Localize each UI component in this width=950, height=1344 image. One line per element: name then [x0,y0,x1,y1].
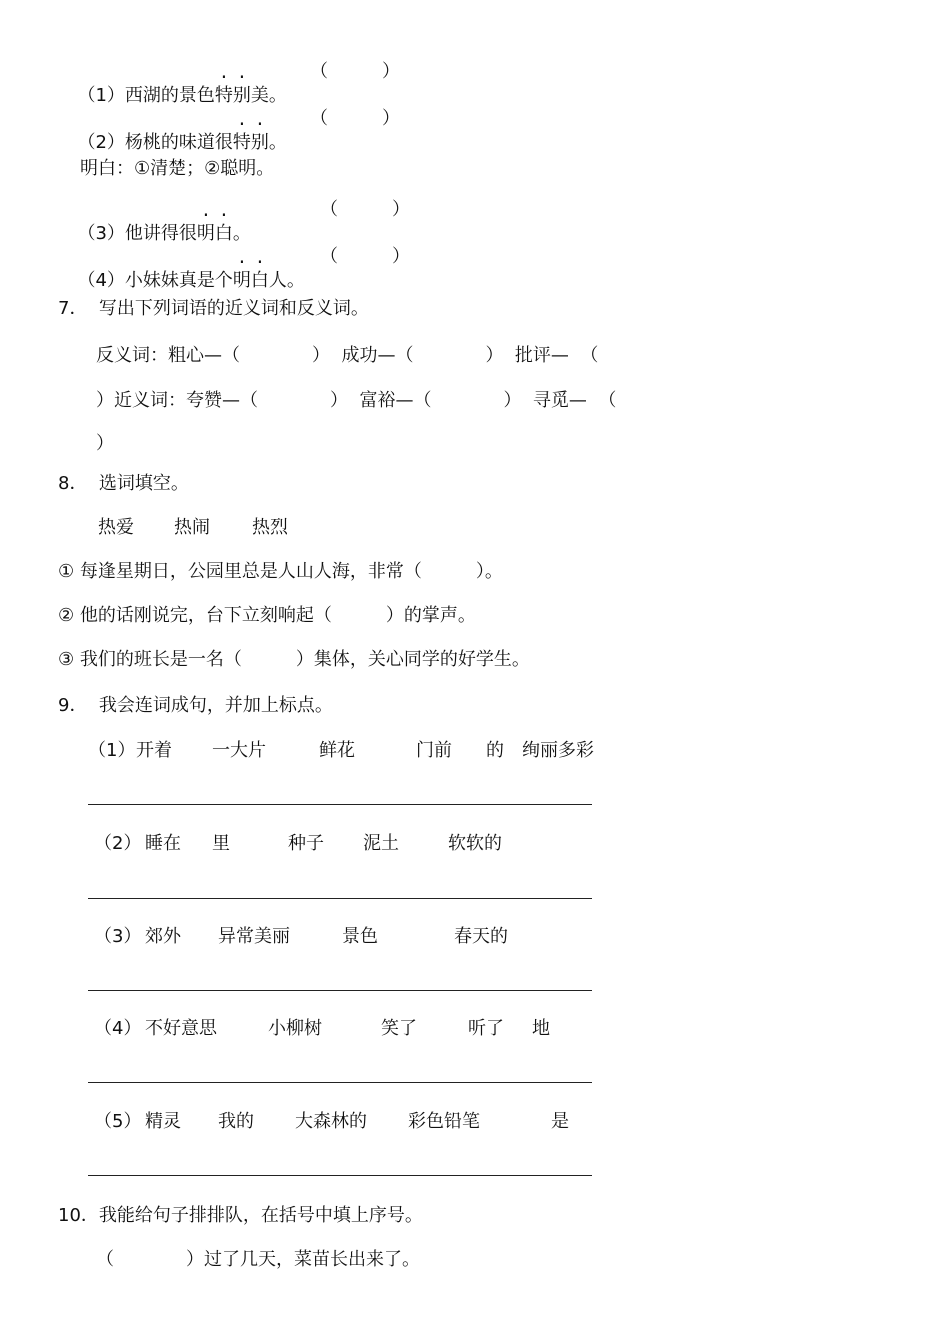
q6-definition: 明白：①清楚；②聪明。 [80,158,275,179]
q6-item-3 [66,198,251,246]
word-tile: 异常美丽 [218,926,290,947]
q6-item-4-text: （4）小妹妹真是个 [77,270,233,291]
word-tile: 睡在 [145,833,181,854]
emphasis-char: 特 [232,132,251,153]
emphasis-char: 别 [250,132,269,153]
word-tile: 是 [551,1111,569,1132]
word-tile: 软软的 [448,833,502,854]
q6-item-3-end: 。 [232,223,251,244]
q6-item-1-end: 美。 [250,85,287,106]
emphasis-char: 别 [232,85,251,106]
answer-paren[interactable]: （ ） [310,108,400,129]
q10-heading: 10．我能给句子排排队，在括号中填上序号。 [58,1205,423,1226]
answer-line[interactable] [88,1175,592,1176]
q9-heading: 9． 我会连词成句，并加上标点。 [58,695,333,716]
word-tile: 种子 [288,833,324,854]
q8-sentence-1[interactable]: ① 每逢星期日，公园里总是人山人海，非常（ ）。 [58,561,503,582]
q6-item-1-text: （1）西湖的景色 [77,85,215,106]
word-tile: 绚丽多彩 [522,740,594,761]
word-tile: 听了 [468,1018,504,1039]
q8-option-1: 热爱 [98,517,134,538]
answer-line[interactable] [88,898,592,899]
answer-paren[interactable]: （ ） [320,246,410,267]
q8-heading: 8． 选词填空。 [58,473,189,494]
word-tile: 小柳树 [268,1018,322,1039]
word-tile: 开着 [136,740,172,761]
word-tile: 的 [486,740,504,761]
q9-row-5-num: （5） [94,1111,142,1132]
word-tile: 春天的 [454,926,508,947]
word-tile: 泥土 [363,833,399,854]
emphasis-char: 特 [214,85,233,106]
emphasis-char: 白 [250,270,269,291]
q9-row-2-num: （2） [94,833,142,854]
q6-item-4-end: 人。 [268,270,305,291]
q7-line-1[interactable]: 反义词：粗心—（ ） 成功—（ ） 批评— （ [96,345,599,366]
word-tile: 一大片 [212,740,266,761]
q6-item-3-text: （3）他讲得很 [77,223,197,244]
q6-item-2 [66,107,287,155]
q8-sentence-3[interactable]: ③ 我们的班长是一名（ ）集体，关心同学的好学生。 [58,649,530,670]
q9-row-4-num: （4） [94,1018,142,1039]
answer-paren[interactable]: （ ） [320,199,410,220]
word-tile: 里 [212,833,230,854]
q9-row-3-num: （3） [94,926,142,947]
word-tile: 鲜花 [319,740,355,761]
q7-line-3: ） [96,433,114,454]
q6-item-2-end: 。 [268,132,287,153]
answer-paren[interactable]: （ ） [310,61,400,82]
q6-item-4 [66,245,305,293]
q6-item-1 [66,60,287,108]
word-tile: 笑了 [381,1018,417,1039]
emphasis-char: 白 [214,223,233,244]
answer-line[interactable] [88,990,592,991]
word-tile: 大森林的 [295,1111,367,1132]
emphasis-char: 明 [196,223,215,244]
q8-option-2: 热闹 [174,517,210,538]
word-tile: 地 [532,1018,550,1039]
word-tile: 彩色铅笔 [408,1111,480,1132]
answer-line[interactable] [88,804,592,805]
word-tile: 我的 [218,1111,254,1132]
word-tile: 精灵 [145,1111,181,1132]
answer-line[interactable] [88,1082,592,1083]
word-tile: 不好意思 [145,1018,217,1039]
q8-option-3: 热烈 [252,517,288,538]
q7-heading: 7． 写出下列词语的近义词和反义词。 [58,298,369,319]
word-tile: 景色 [342,926,378,947]
word-tile: 门前 [416,740,452,761]
q7-line-2[interactable]: ）近义词：夸赞—（ ） 富裕—（ ） 寻觅— （ [96,390,617,411]
emphasis-char: 明 [232,270,251,291]
q8-sentence-2[interactable]: ② 他的话刚说完，台下立刻响起（ ）的掌声。 [58,605,476,626]
word-tile: 郊外 [145,926,181,947]
q9-row-1-num: （1） [88,740,136,761]
q6-item-2-text: （2）杨桃的味道很 [77,132,233,153]
q10-sentence-1[interactable]: （ ）过了几天，菜苗长出来了。 [96,1249,420,1270]
